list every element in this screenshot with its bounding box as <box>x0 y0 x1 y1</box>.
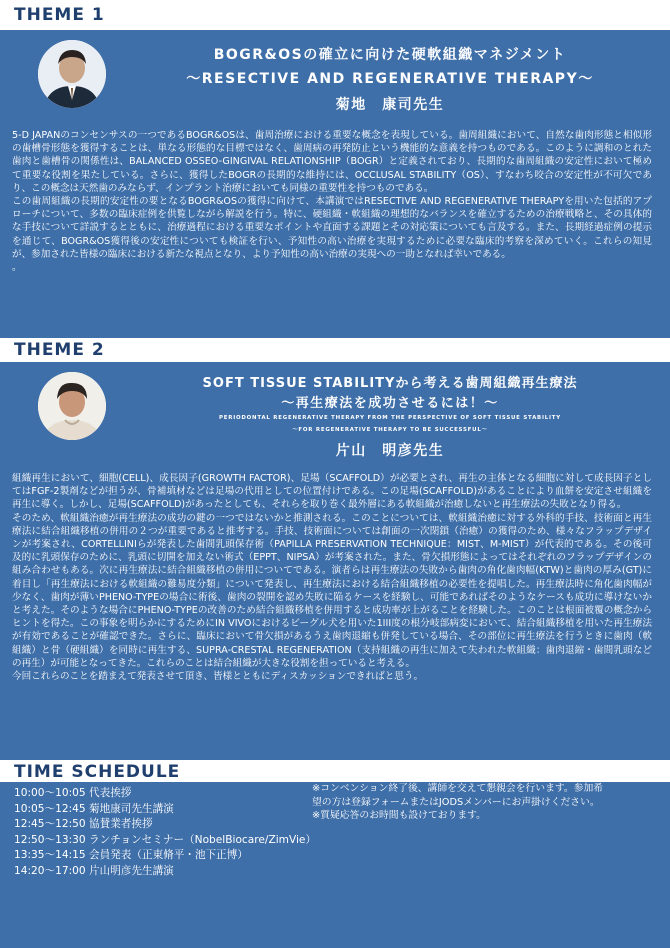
note-line: ※コンベンション終了後、講師を交えて懇親会を行います。参加希 <box>312 783 604 794</box>
theme1-speaker: 菊地 康司先生 <box>335 97 445 113</box>
theme2-title: SOFT TISSUE STABILITYから考える歯周組織再生療法 <box>202 376 578 391</box>
schedule-list <box>14 786 317 879</box>
note-line: ※質疑応答のお時間も設けております。 <box>312 810 486 822</box>
theme2-label: THEME 2 <box>14 340 105 360</box>
speaker1-portrait <box>38 40 106 108</box>
schedule-item: 13:35〜14:15 会員発表（正東脩平・池下正博） <box>14 849 248 861</box>
speaker-photo-icon <box>38 40 106 108</box>
note-line: 望の方は登録フォームまたはJODSメンバーにお声掛けください。 <box>312 796 600 808</box>
theme2-body: 組織再生において、細胞(CELL)、成長因子(GROWTH FACTOR)、足場（SCAFFOLD）が必要とされ、再生の主体となる細胞に対して成長因子としてはFGF-2製剤などが担うが、骨補填材などは足場の代用としての位置付けである。この足場(SCAFFOLD)があることにより血餅を安定させ組織を再生に導く。しかし、足場(SCAFFOLD)があったとしても、それらを取り巻く最外層にある軟組織が治癒しないと再生療法の失敗となり得る。 そのため、軟組織治癒が再生療法の成功の鍵の一つではないかと推測される。このことについては、軟組織治癒に対する外科的手技、技術面と再生療法に結合組織移植の併用の２つが重要であると推考する。手技、技術面については創面の一次閉鎖（治癒）の獲得のため、様々なフラップデザインが考案され、CORTELLINIらが発表した歯間乳頭保存術（PAPILLA PRESERVATION TECHNIQUE：MIST、M-MIST）が代表的である。その後可及的に乳頭保存のために、乳頭に切開を加えない術式（EPPT、NIPSA）が考案された。また、骨欠損形態によってはそれぞれのフラップデザインの組み合わせもある。次に再生療法に結合組織移植の併用についてである。演者らは再生療法の失敗から歯肉の角化歯肉幅(KTW)と歯肉の厚み(GT)に着目し「再生療法における軟組織の難易度分類」について発表し、再生療法における結合組織移植の必要性を提唱した。再生療法時に角化歯肉幅が少なく、歯肉が薄いPHENO-TYPEの場合に術後、歯肉の裂開を認め失敗に陥るケースを経験し、可能であればそのようなケースも成功に導けないかと考えた。そのような場合にPHENO-TYPEの改善のため結合組織移植を併用すると成功率が上がることを経験した。このことは根面被覆の概念からヒントを得た。この事象を明らかにするためにIN VIVOにおけるビーグル犬を用いた1III度の根分岐部病変において、結合組織移植を用いた再生療法が有効であることが確認できた。さらに、臨床において骨欠損があるうえ歯肉退縮も併発している場合、その部位に再生療法を行うときに歯肉（軟組織）と骨（硬組織）を同時に再生する、SUPRA-CRESTAL REGENERATION（支持組織の再生に加えて失われた軟組織：歯肉退縮・歯間乳頭などの再生）が可能となってきた。これらのことは結合組織が大きな役割を担っていると考える。 今回これらのことを踏まえて発表させて頂き、皆様とともにディスカッションできればと思う。 <box>12 473 652 683</box>
theme1-title: BOGR&OSの確立に向けた硬軟組織マネジメント <box>213 47 567 63</box>
schedule-item: 14:20〜17:00 片山明彦先生講演 <box>14 864 174 877</box>
theme2-subtitle: 〜再生療法を成功させるには！〜 <box>281 396 499 411</box>
schedule-label: TIME SCHEDULE <box>14 762 181 782</box>
theme1-subtitle: 〜RESECTIVE AND REGENERATIVE THERAPY〜 <box>186 71 594 87</box>
speaker-photo-icon <box>38 372 106 440</box>
schedule-notes <box>312 782 662 823</box>
theme2-en-line1: PERIODONTAL REGENERATIVE THERAPY FROM THE PERSPECTIVE OF SOFT TISSUE STABILITY <box>219 415 561 421</box>
theme1-label: THEME 1 <box>14 5 105 25</box>
theme2-en-line2: 〜FOR REGENERATIVE THERAPY TO BE SUCCESSFUL〜 <box>292 427 488 433</box>
schedule-item: 12:45〜12:50 協賛業者挨拶 <box>14 818 153 830</box>
schedule-item: 10:05〜12:45 菊地康司先生講演 <box>14 802 174 815</box>
theme2-speaker: 片山 明彦先生 <box>335 443 445 459</box>
theme1-body: 5-D JAPANのコンセンサスの一つであるBOGR&OSは、歯周治療における重要な概念を表現している。歯周組織において、自然な歯肉形態と相似形の歯槽骨形態を獲得することは、単なる形態的な目標ではなく、歯周病の再発防止という機能的な意義を持つものである。このように調和のとれた歯肉と歯槽骨の関係性は、BALANCED OSSEO-GINGIVAL RELATIONSHIP（BOGR）と定義されており、長期的な歯周組織の安定性において極めて重要な役割を果たしている。さらに、獲得したBOGRの長期的な維持には、OCCLUSAL STABILITY（OS）、すなわち咬合の安定性が不可欠であり、この概念は天然歯のみならず、インプラント治療においても同様の重要性を持つものである。 この歯周組織の長期的安定性の要となるBOGR&OSの獲得に向けて、本講演ではRESECTIVE AND REGENERATIVE THERAPYを用いた包括的アプローチについて、多数の臨床症例を供覧しながら解説を行う。特に、硬組織・軟組織の理想的なバランスを確立するための治療戦略と、その具体的な手技について詳説するとともに、治療過程における重要なポイントや直面する課題とその対応策についても言及する。また、長期経過症例の提示を通じて、BOGR&OS獲得後の安定性についても検証を行い、予知性の高い治療を実現するために必要な臨床的考察を深めていく。これらの知見が、参加された皆様の臨床における新たな視点となり、より予知性の高い治療の実現への一助となれば幸いである。 。 <box>12 130 652 274</box>
schedule-item: 10:00〜10:05 代表挨拶 <box>14 787 132 799</box>
schedule-item: 12:50〜13:30 ランチョンセミナー（NobelBiocare/ZimVie） <box>14 833 317 846</box>
speaker2-portrait <box>38 372 106 440</box>
